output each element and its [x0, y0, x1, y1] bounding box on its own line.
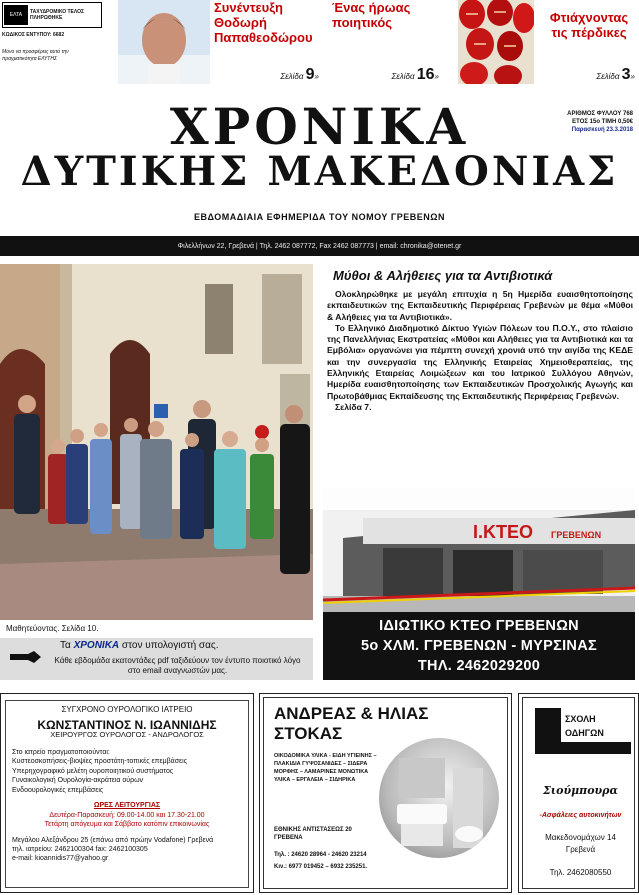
- easter-eggs-photo: [458, 0, 534, 84]
- stokas-name: ΑΝΔΡΕΑΣ & ΗΛΙΑΣ ΣΤΟΚΑΣ: [274, 704, 429, 743]
- school-brand: Σιούμπουρα: [543, 784, 618, 797]
- photo-caption: Μαθητεύοντας. Σελίδα 10.: [6, 624, 99, 633]
- article-page-ref[interactable]: Σελίδα 7.: [335, 401, 372, 412]
- main-photo: [0, 264, 313, 620]
- doctor-address: Μεγάλου Αλεξάνδρου 25 (επάνω από πρώην Vodafone) Γρεβενά: [12, 836, 214, 844]
- sign-top: ΣΧΟΛΗ: [565, 714, 596, 724]
- postal-note: Μόνο να προσφέρεις αυτό την πραγματικότητα ΕΛΥΤΗΣ: [2, 49, 69, 62]
- doctor-contact: [12, 836, 242, 863]
- article-antibiotics: [323, 264, 635, 413]
- service-item: Υπερηχογραφικό μελέτη ουροποιητικού συστήματος: [12, 767, 174, 775]
- teaser-eggs[interactable]: [458, 0, 639, 86]
- issue-number: ΑΡΙΘΜΟΣ ΦΥΛΛΟΥ 768: [567, 111, 633, 117]
- ad-urologist[interactable]: [0, 693, 254, 893]
- doctor-email[interactable]: e-mail: kioannidis77@yahoo.gr: [12, 854, 109, 862]
- hours-other: Τετάρτη απόγευμα και Σάββατο κατόπιν επικοινωνίας: [44, 821, 210, 828]
- service-item: Κυστεοσκοπήσεις-βιοψίες προστάτη-τοπικές επεμβάσεις: [12, 758, 188, 765]
- service-item: Γυναικολογική Ουρολογία-ακράτεια ούρων: [12, 777, 144, 784]
- article-title[interactable]: Μύθοι & Αλήθειες για τα Αντιβιοτικά: [333, 268, 553, 283]
- hours-weekdays: Δευτέρα-Παρασκευή: 09.00-14.00 και 17.30-21.00: [49, 811, 205, 819]
- postage-stamp: [2, 2, 102, 28]
- doctor-name: ΚΩΝΣΤΑΝΤΙΝΟΣ Ν. ΙΩΑΝΝΙΔΗΣ: [37, 717, 217, 732]
- ad-driving-school[interactable]: [518, 693, 639, 893]
- ad-stokas[interactable]: [259, 693, 512, 893]
- kteo-line1: ΙΔΙΩΤΙΚΟ ΚΤΕΟ ΓΡΕΒΕΝΩΝ: [379, 618, 579, 634]
- issue-year-price: ΕΤΟΣ 15ο ΤΙΜΗ 0,50€: [572, 119, 633, 125]
- kteo-line2: 5ο ΧΛΜ. ΓΡΕΒΕΝΩΝ - ΜΥΡΣΙΝΑΣ: [361, 638, 597, 654]
- kteo-line3: ΤΗΛ. 2462029200: [417, 658, 541, 674]
- issue-date: Παρασκευή 23.3.2018: [571, 127, 633, 133]
- bathroom-image: [379, 738, 499, 858]
- teaser-page: Σελίδα 9»: [280, 66, 319, 83]
- teaser-page: Σελίδα 3»: [596, 66, 635, 83]
- masthead: [0, 92, 639, 237]
- teaser-poet[interactable]: [328, 0, 443, 86]
- schoolchildren-photo: [0, 264, 313, 620]
- bathroom-photo: [379, 738, 499, 858]
- stokas-address: ΕΘΝΙΚΗΣ ΑΝΤΙΣΤΑΣΕΩΣ 20 ΓΡΕΒΕΝΑ: [274, 827, 352, 841]
- teaser-title: Ένας ήρωας ποιητικός: [332, 0, 411, 30]
- article-paragraph: Το Ελληνικό Διαδημοτικό Δίκτυο Υγιών Πόλεων του Π.Ο.Υ., στο πλαίσιο της Πανελλήνιας Εκστρατείας «Μύθοι και Αλήθειες για τα Αντιβιοτικά και τα Εμβόλια» οργανώνει για πέμπτη συνεχή χρονιά υπό την αιγίδα της ΚΕΔΕ και την συνεργασία της Ελληνικής Εταιρείας Χημειοθεραπείας, της Ελληνικής Εταιρείας Λοιμώξεων και του Ιατρικού Συλλόγου Αθηνών, Ημερίδα ευαισθητοποίησης των Εκπαιδευτικών Προσχολικής Αγωγής και Πρωτοβάθμιας Εκπαίδευσης της Εκπαιδευτικής Περιφέρειας Γρεβενών.: [327, 322, 633, 401]
- kteo-ad[interactable]: [323, 488, 635, 680]
- doctor-phone: τηλ. ιατρείου: 2462100304 fax: 2462100305: [12, 845, 148, 853]
- teaser-page: Σελίδα 16»: [391, 66, 439, 83]
- kteo-caption: [323, 612, 635, 680]
- issue-info: [567, 110, 633, 134]
- sign-bottom: ΟΔΗΓΩΝ: [565, 728, 604, 738]
- article-paragraph: Ολοκληρώθηκε με μεγάλη επιτυχία η 5η Ημερίδα ευαισθητοποίησης εκπαιδευτικών της Εκπαιδευτικής Περιφέρειας Γρεβενών με θέμα «Μύθοι & Αλήθειες για τα Αντιβιοτικά».: [327, 289, 633, 322]
- services-intro: Στο ιατρείο πραγματοποιούνται:: [12, 748, 110, 756]
- school-phone: Τηλ. 2462080550: [549, 868, 612, 877]
- doctor-specialty: ΧΕΙΡΟΥΡΓΟΣ ΟΥΡΟΛΟΓΟΣ - ΑΝΔΡΟΛΟΓΟΣ: [50, 730, 204, 739]
- hours-title: ΩΡΕΣ ΛΕΙΤΟΥΡΓΙΑΣ: [93, 802, 161, 809]
- promo-line2: Κάθε εβδομάδα εκατοντάδες pdf ταξιδεύουν τον έντυπο ποιοτικό λόγο στο email αναγνωστών μας.: [54, 656, 301, 675]
- kteo-building-photo: [323, 488, 635, 612]
- stokas-phones: Τηλ. : 24620 28964 - 24620 23214 Κιν.: 6977 019452 – 6932 235251.: [274, 852, 368, 870]
- kteo-sign: Ι.ΚΤΕΟ: [473, 522, 534, 542]
- print-code: ΚΩΔΙΚΟΣ ΕΝΤΥΠΟΥ: 6682: [2, 32, 65, 38]
- masthead-title-line1: ΧΡΟΝΙΚΑ: [169, 97, 470, 156]
- teaser-title: Συνέντευξη Θοδωρή Παπαθεοδώρου: [214, 0, 313, 45]
- pointing-hand-icon: [10, 650, 42, 664]
- masthead-subtitle: ΕΒΔΟΜΑΔΙΑΙΑ ΕΦΗΜΕΡΙΔΑ ΤΟΥ ΝΟΜΟΥ ΓΡΕΒΕΝΩΝ: [193, 212, 446, 222]
- promo-line1: Τα ΧΡΟΝΙΚΑ στον υπολογιστή σας.: [60, 640, 219, 651]
- teaser-interview[interactable]: [118, 0, 323, 86]
- stamp-text: ΤΑΧΥΔΡΟΜΙΚΟ ΤΕΛΟΣ ΠΛΗΡΩΘΗΚΕ: [29, 9, 84, 21]
- masthead-title-line2: ΔΥΤΙΚΗΣ ΜΑΚΕΔΟΝΙΑΣ: [20, 148, 619, 195]
- digital-edition-promo[interactable]: [0, 638, 313, 680]
- teaser-title: Φτιάχνοντας τις πέρδικες: [549, 10, 629, 40]
- portrait-photo: [118, 0, 210, 84]
- kteo-sign-sub: ΓΡΕΒΕΝΩΝ: [551, 530, 602, 540]
- ad-heading: ΣΥΓΧΡΟΝΟ ΟΥΡΟΛΟΓΙΚΟ ΙΑΤΡΕΙΟ: [61, 705, 193, 714]
- address-bar: Φιλελλήνων 22, Γρεβενά | Τηλ. 2462 087772, Fax 2462 087773 | email: chronika@otenet.gr: [0, 236, 639, 256]
- service-item: Ενδοουρολογικές επεμβάσεις: [12, 786, 104, 794]
- driving-school-sign: [535, 708, 631, 754]
- promo-brand: ΧΡΟΝΙΚΑ: [73, 640, 120, 651]
- school-address: Μακεδονομάχων 14 Γρεβενά: [545, 833, 616, 854]
- elta-logo: ΕΛΤΑ: [4, 5, 28, 25]
- stokas-products: ΟΙΚΟΔΟΜΙΚΑ ΥΛΙΚΑ - ΕΙΔΗ ΥΓΙΕΙΝΗΣ – ΠΛΑΚΙΔΙΑ ΓΥΨΟΣΑΝΙΔΕΣ – ΣΙΔΕΡΑ ΜΟΡΦΗΣ – ΛΑΜΑΡΙΝΕΣ ΜΟΝΩΤΙΚΑ ΥΛΙΚΑ – ΕΡΓΑΛΕΙΑ – ΣΙΔΗΡΙΚΑ: [274, 753, 377, 783]
- school-service: -Ασφάλειες αυτοκινήτων: [539, 812, 622, 819]
- postal-box: [0, 0, 112, 86]
